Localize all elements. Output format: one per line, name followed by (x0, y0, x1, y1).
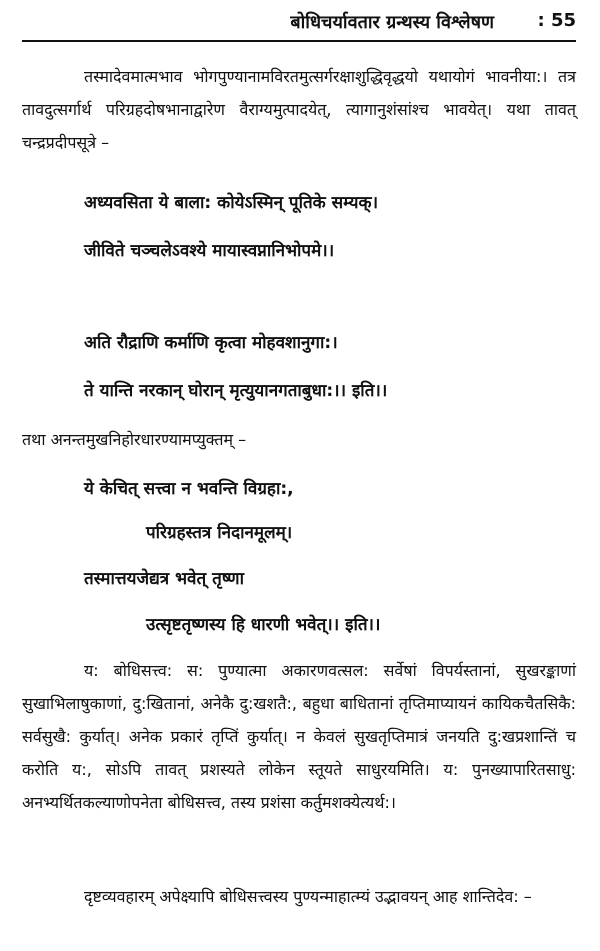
running-header (22, 8, 576, 38)
header-rule (22, 40, 576, 42)
verse2-line2: ते यान्ति नरकान् घोरान् मृत्युयानगताबुधा:।। इति।। (84, 381, 388, 401)
verse2-line1: अति रौद्राणि कर्माणि कृत्वा मोहवशानुगा:। (84, 333, 338, 353)
tatha-line: तथा अनन्तमुखनिहोरधारण्यामप्युक्तम् – (22, 430, 247, 449)
verse3-line1: ये केचित् सत्त्वा न भवन्ति विग्रहा:, (84, 479, 294, 499)
verse1-line1: अध्यवसिता ये बाला: कोयेऽस्मिन् पूतिके सम्यक्। (84, 193, 379, 213)
verse1-line2: जीविते चञ्चलेऽवश्ये मायास्वप्नानिभोपमे।। (84, 241, 335, 261)
final-paragraph: दृष्टव्यवहारम् अपेक्ष्यापि बोधिसत्त्वस्य पुण्यन्माहात्म्यं उद्भावयन् आह शान्तिदेव: – (84, 887, 532, 906)
verse3-line3: तस्मात्तयजेद्यत्र भवेत् तृष्णा (84, 569, 244, 589)
intro-paragraph: तस्मादेवमात्मभाव भोगपुण्यानामविरतमुत्सर्गरक्षाशुद्धिवृद्धयो यथायोगं भावनीया:। तत्र तावदुत्सर्गार्थ परिग्रहदोषभानाद्वारेण वैराग्यमुत्पादयेत्, त्यागानुशंसांश्च भावयेत्। यथा तावत् चन्द्रप्रदीपसूत्रे – (22, 67, 576, 152)
verse3-line4: उत्सृष्टतृष्णस्य हि धारणी भवेत्।। इति।। (146, 615, 381, 635)
verse3-line2: परिग्रहस्तत्र निदानमूलम्। (146, 523, 293, 543)
explanation-paragraph: य: बोधिसत्त्व: स: पुण्यात्मा अकारणवत्सल: सर्वेषां विपर्यस्तानां, सुखरङ्काणां सुखाभिलाषुकाणां, दु:खितानां, अनेकै दु:खशतै:, बहुधा बाधितानां तृप्तिमाप्यायनं कायिकचैतसिकै: सर्वसुखै: कुर्यात्। अनेक प्रकारं तृप्तिं कुर्यात्। न केवलं सुखतृप्तिमात्रं जनयति दु:खप्रशान्तिं च करोति य:, सोऽपि तावत् प्रशस्यते लोकेन स्तूयते साधुरयमिति। य: पुनख्यापारितसाधु: अनभ्यर्थितकल्याणोपनेता बोधिसत्त्व, तस्य प्रशंसा कर्तुमशक्येत्यर्थ:। (22, 661, 576, 812)
header-title: बोधिचर्यावतार ग्रन्थस्य विश्लेषण (290, 12, 494, 33)
page-number: : 55 (537, 10, 576, 31)
